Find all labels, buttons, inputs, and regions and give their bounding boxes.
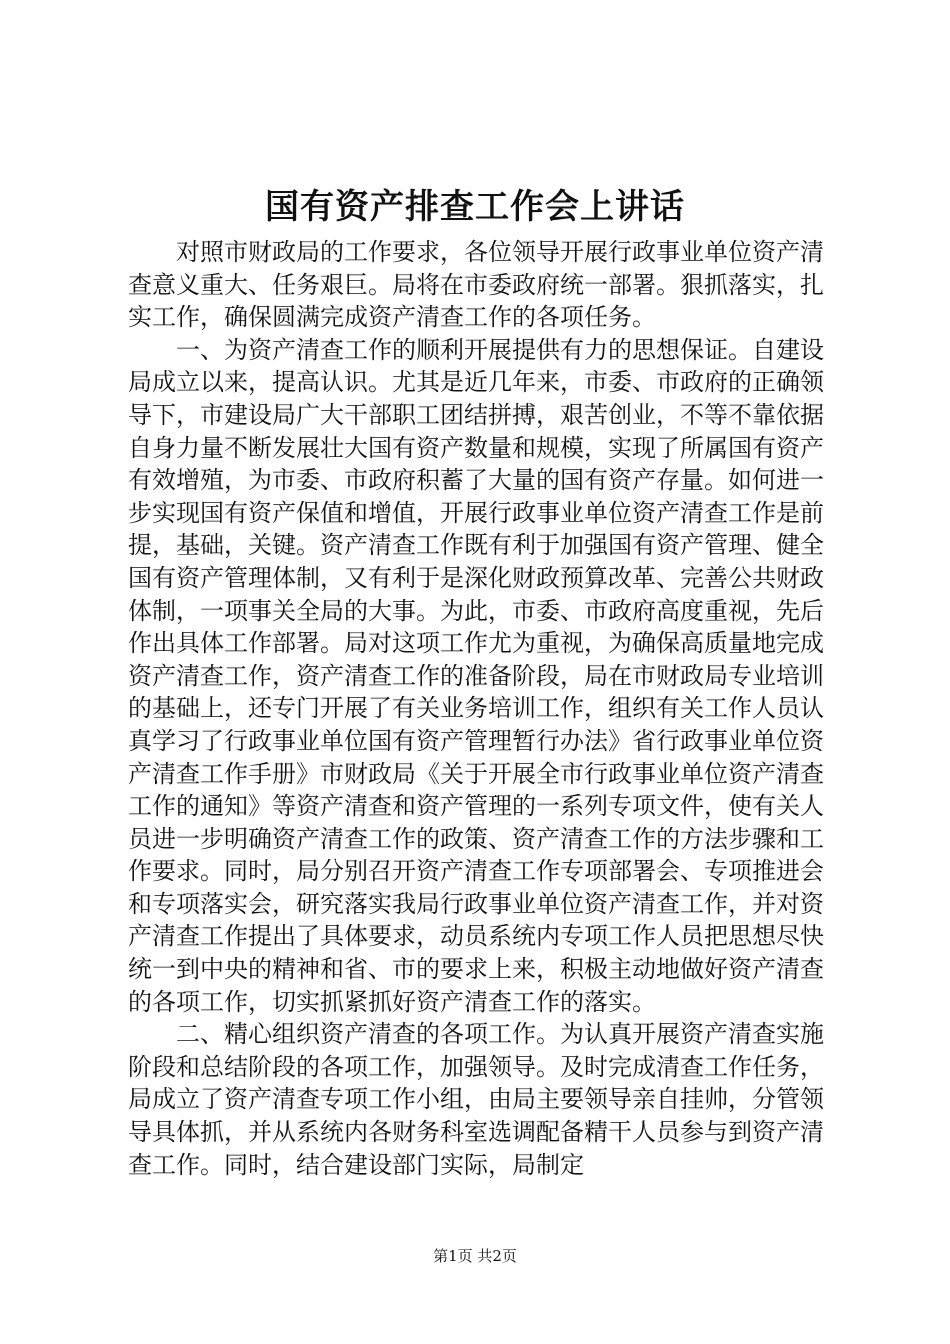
paragraph-section-2: 二、精心组织资产清查的各项工作。为认真开展资产清查实施阶段和总结阶段的各项工作，加强领导。及时完成清查工作任务，局成立了资产清查专项工作小组，由局主要领导亲自挂帅，分管领导具体抓，并从系统内各财务科室选调配备精干人员参与到资产清查工作。同时，结合建设部门实际，局制定 [128, 1020, 824, 1179]
document-body [128, 236, 824, 1181]
paragraph-intro: 对照市财政局的工作要求，各位领导开展行政事业单位资产清查意义重大、任务艰巨。局将在市委政府统一部署。狠抓落实，扎实工作，确保圆满完成资产清查工作的各项任务。 [128, 238, 824, 332]
page-number-footer: 第1页 共2页 [433, 1247, 517, 1265]
document-title: 国有资产排查工作会上讲话 [265, 187, 685, 227]
paragraph-section-1: 一、为资产清查工作的顺利开展提供有力的思想保证。自建设局成立以来，提高认识。尤其是近几年来，市委、市政府的正确领导下，市建设局广大干部职工团结拼搏，艰苦创业，不等不靠依据自身力量不断发展壮大国有资产数量和规模，实现了所属国有资产有效增殖，为市委、市政府积蓄了大量的国有资产存量。如何进一步实现国有资产保值和增值，开展行政事业单位资产清查工作是前提，基础，关键。资产清查工作既有利于加强国有资产管理、健全国有资产管理体制，又有利于是深化财政预算改革、完善公共财政体制，一项事关全局的大事。为此，市委、市政府高度重视，先后作出具体工作部署。局对这项工作尤为重视，为确保高质量地完成资产清查工作，资产清查工作的准备阶段，局在市财政局专业培训的基础上，还专门开展了有关业务培训工作，组织有关工作人员认真学习了行政事业单位国有资产管理暂行办法》省行政事业单位资产清查工作手册》市财政局《关于开展全市行政事业单位资产清查工作的通知》等资产清查和资产管理的一系列专项文件，使有关人员进一步明确资产清查工作的政策、资产清查工作的方法步骤和工作要求。同时，局分别召开资产清查工作专项部署会、专项推进会和专项落实会，研究落实我局行政事业单位资产清查工作，并对资产清查工作提出了具体要求，动员系统内专项工作人员把思想尽快统一到中央的精神和省、市的要求上来，积极主动地做好资产清查的各项工作，切实抓紧抓好资产清查工作的落实。 [128, 335, 824, 1016]
